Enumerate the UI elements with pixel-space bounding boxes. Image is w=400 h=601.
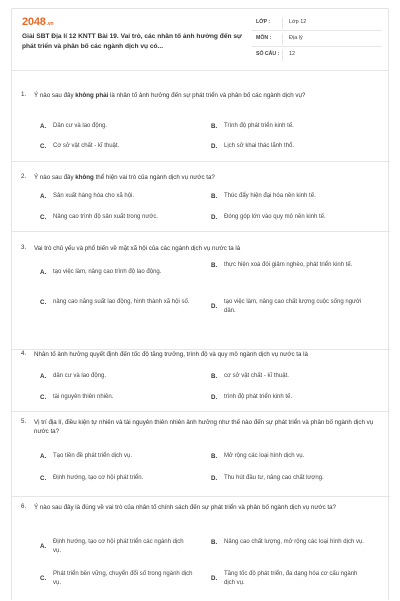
answer-option-c[interactable] <box>40 474 193 484</box>
answer-option-a[interactable] <box>40 122 193 132</box>
option-text: Sản xuất hàng hóa cho xã hội. <box>53 193 135 199</box>
answer-option-b[interactable] <box>211 372 364 382</box>
logo-suffix: .vn <box>46 21 54 27</box>
option-letter: B. <box>211 453 218 460</box>
option-letter: D. <box>211 143 218 150</box>
question-number: 1. <box>21 91 27 98</box>
option-letter: B. <box>211 373 218 380</box>
option-text: Dân cư và lao động. <box>53 123 108 129</box>
answer-option-c[interactable] <box>40 570 193 589</box>
answer-option-c[interactable] <box>40 142 193 152</box>
option-letter: A. <box>40 123 47 130</box>
option-letter: D. <box>211 575 218 583</box>
option-text: Mở rộng các loại hình dịch vụ. <box>224 453 305 459</box>
question-text: Ý nào sau đây là đúng về vai trò của nhân tố chính sách đến sự phát triển và phân bố ngành dịch vụ nước ta? <box>34 504 336 511</box>
question-number: 3. <box>21 244 27 251</box>
question-number: 5. <box>21 418 27 425</box>
question-text: Ý nào sau đây không phải là nhân tố ảnh hưởng đến sự phát triển và phân bố các ngành dịch vụ? <box>34 92 306 99</box>
option-letter: D. <box>211 475 218 482</box>
answer-option-b[interactable] <box>211 452 364 462</box>
question-stem <box>21 350 381 359</box>
option-letter: B. <box>211 193 218 200</box>
meta-info <box>252 15 382 63</box>
option-text: Thúc đẩy hiện đại hóa nền kinh tế. <box>224 193 316 199</box>
option-text: Nâng cao chất lượng, mở rộng các loại hình dịch vụ. <box>224 539 364 545</box>
option-text: Định hướng, tạo cơ hội phát triển. <box>53 475 144 481</box>
option-text: dân cư và lao động. <box>53 373 107 379</box>
answer-option-c[interactable] <box>40 393 193 403</box>
option-text: Nâng cao trình độ sản xuất trong nước. <box>53 214 159 220</box>
option-letter: C. <box>40 475 47 482</box>
option-letter: B. <box>211 262 218 269</box>
option-letter: C. <box>40 394 47 401</box>
answer-option-d[interactable] <box>211 570 364 589</box>
answer-option-d[interactable] <box>211 298 364 317</box>
meta-divider <box>282 49 283 61</box>
emphasis-text: không phải <box>75 92 109 99</box>
option-letter: D. <box>211 394 218 401</box>
option-text: Phát triển bền vững, chuyển đổi số trong ngành dịch vụ. <box>53 571 193 587</box>
question-number: 6. <box>21 503 27 510</box>
answer-option-d[interactable] <box>211 213 364 223</box>
page-header <box>12 9 388 71</box>
option-letter: A. <box>40 543 47 551</box>
meta-label: SỐ CÂU : <box>256 51 280 58</box>
question-item <box>12 497 390 601</box>
meta-value: Địa lý <box>289 34 303 41</box>
answer-option-a[interactable] <box>40 268 193 278</box>
logo-text: 2048 <box>22 16 46 28</box>
page-title: Giải SBT Địa lí 12 KNTT Bài 19. Vai trò, các nhân tố ảnh hưởng đến sự phát triển và phân bố các ngành dịch vụ có... <box>22 33 242 50</box>
option-text: tạo việc làm, nâng cao trình độ lao động. <box>53 269 162 275</box>
answer-option-b[interactable] <box>211 261 364 271</box>
meta-divider <box>282 17 283 29</box>
question-text: Vị trí địa lí, điều kiện tự nhiên và tài nguyên thiên nhiên ảnh hưởng như thế nào đến sự phát triển và phân bố ngành dịch vụ nước ta? <box>34 419 374 436</box>
question-text: Nhân tố ảnh hưởng quyết định đến tốc độ tăng trưởng, trình độ và quy mô ngành dịch vụ nước ta là <box>34 351 308 358</box>
question-number: 4. <box>21 350 27 357</box>
document-sheet <box>11 8 389 600</box>
option-letter: A. <box>40 373 47 380</box>
option-letter: B. <box>211 123 218 130</box>
question-stem <box>21 91 381 100</box>
answer-option-a[interactable] <box>40 538 193 557</box>
option-text: Đóng góp lớn vào quy mô nền kinh tế. <box>224 214 326 220</box>
option-text: thực hiện xoá đói giảm nghèo, phát triển kinh tế. <box>224 262 353 268</box>
option-text: Thu hút đầu tư, nâng cao chất lượng. <box>224 475 324 481</box>
answer-option-a[interactable] <box>40 192 193 202</box>
meta-label: LỚP : <box>256 18 271 25</box>
option-text: tài nguyên thiên nhiên. <box>53 394 114 400</box>
answer-option-a[interactable] <box>40 372 193 382</box>
option-letter: C. <box>40 143 47 150</box>
answer-option-b[interactable] <box>211 538 364 548</box>
meta-divider <box>282 33 283 45</box>
question-text: Ý nào sau đây không thể hiện vai trò của ngành dịch vụ nước ta? <box>34 174 215 181</box>
answer-option-c[interactable] <box>40 213 193 223</box>
question-text: Vai trò chủ yếu và phổ biến về mặt xã hội của các ngành dịch vụ nước ta là <box>34 245 241 252</box>
meta-row-grade <box>252 15 382 31</box>
answer-option-d[interactable] <box>211 474 364 484</box>
option-letter: A. <box>40 453 47 460</box>
question-item <box>12 162 390 232</box>
emphasis-text: không <box>75 174 94 181</box>
question-stem <box>21 503 381 512</box>
option-letter: C. <box>40 214 47 221</box>
question-item <box>12 232 390 350</box>
option-letter: D. <box>211 303 218 311</box>
option-letter: C. <box>40 299 47 306</box>
option-text: tạo việc làm, nâng cao chất lượng cuộc sống người dân. <box>224 299 362 315</box>
option-text: Tăng tốc độ phát triển, đa dạng hóa cơ cấu ngành dịch vụ. <box>224 571 358 587</box>
option-letter: C. <box>40 575 47 583</box>
option-text: Lịch sử khai thác lãnh thổ. <box>224 143 295 149</box>
option-text: Tạo tiền đề phát triển dịch vụ. <box>53 453 133 459</box>
question-stem <box>21 418 381 437</box>
question-item <box>12 71 390 162</box>
answer-option-d[interactable] <box>211 393 364 403</box>
option-letter: A. <box>40 193 47 200</box>
question-item <box>12 350 390 412</box>
site-logo[interactable] <box>22 15 53 30</box>
question-stem <box>21 173 381 182</box>
meta-value: Lớp 12 <box>289 18 307 25</box>
option-text: cơ sở vật chất - kĩ thuật. <box>224 373 289 379</box>
answer-option-a[interactable] <box>40 452 193 462</box>
option-letter: A. <box>40 269 47 276</box>
meta-row-question-count <box>252 47 382 63</box>
question-number: 2. <box>21 173 27 180</box>
option-text: Trình độ phát triển kinh tế. <box>224 123 294 129</box>
option-text: Cơ sở vật chất - kĩ thuật. <box>53 143 120 149</box>
answer-option-b[interactable] <box>211 192 364 202</box>
option-text: trình độ phát triển kinh tế. <box>224 394 293 400</box>
answer-option-c[interactable] <box>40 298 193 308</box>
option-text: nâng cao năng suất lao động, hình thành xã hội số. <box>53 299 190 305</box>
answer-option-d[interactable] <box>211 142 364 152</box>
meta-label: MÔN : <box>256 34 272 41</box>
question-stem <box>21 244 381 253</box>
option-text: Định hướng, tạo cơ hội phát triển các ngành dịch vụ. <box>53 539 184 555</box>
question-item <box>12 412 390 497</box>
option-letter: B. <box>211 539 218 546</box>
meta-value: 12 <box>289 51 296 58</box>
answer-option-b[interactable] <box>211 122 364 132</box>
option-letter: D. <box>211 214 218 221</box>
meta-row-subject <box>252 31 382 47</box>
